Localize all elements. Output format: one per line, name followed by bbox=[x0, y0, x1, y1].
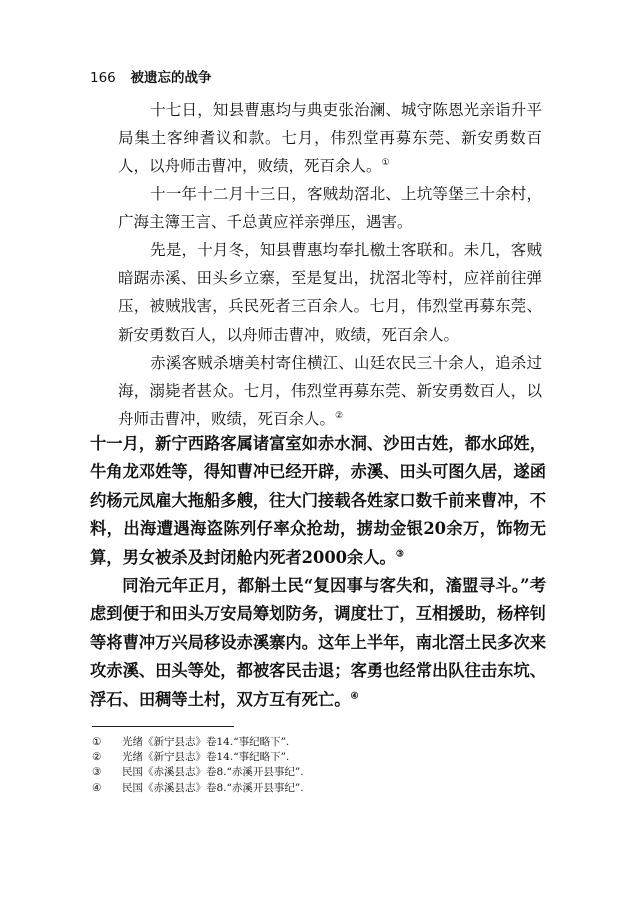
quote-paragraph bbox=[118, 180, 542, 236]
footnote-text: 光绪《新宁县志》卷14.“事纪略下”. bbox=[122, 751, 290, 764]
footnote bbox=[92, 781, 512, 796]
quote-paragraph bbox=[118, 236, 542, 349]
footnote-ref: ② bbox=[335, 411, 344, 422]
page-number: 166 bbox=[90, 70, 116, 86]
quote-paragraph bbox=[118, 96, 542, 181]
footnotes bbox=[92, 735, 512, 796]
quote-text: 赤溪客贼杀塘美村寄住横江、山廷农民三十余人，追杀过海，溺毙者甚众。七月，伟烈堂再募东莞、新安勇数百人，以舟师击曹冲，败绩，死百余人。 bbox=[118, 354, 542, 429]
quote-text: 十一年十二月十三日，客贼劫滘北、上坑等堡三十余村，广海主簿王言、千总黄应祥亲弹压，遇害。 bbox=[118, 185, 542, 232]
footnote bbox=[92, 765, 512, 780]
footnote-text: 民国《赤溪县志》卷8.“赤溪开县事纪”. bbox=[122, 781, 304, 794]
footnote-marker: ② bbox=[92, 751, 102, 764]
footnote-marker: ① bbox=[92, 736, 102, 748]
footnote-text: 光绪《新宁县志》卷14.“事纪略下”. bbox=[122, 736, 290, 748]
footnote-marker: ④ bbox=[92, 781, 102, 794]
body-paragraph bbox=[90, 430, 546, 572]
quote-text: 先是，十月冬，知县曹惠均奉扎檄土客联和。未几，客贼暗踞赤溪、田头乡立寨，至是复出，扰滘北等村，应祥前往弹压，被贼戕害，兵民死者三百余人。七月，伟烈堂再募东莞、新安勇数百人，以舟师击曹冲，败绩，死百余人。 bbox=[118, 241, 542, 344]
footnote-ref: ④ bbox=[350, 691, 359, 702]
body-text: 同治元年正月，都斛土民“复因事与客失和，滀盟寻斗。”考虑到便于和田头万安局筹划防务，调度壮丁，互相援助，杨梓钊等将曹冲万兴局移设赤溪寨内。这年上半年，南北滘土民多次来攻赤溪、田头等处，都被客民击退；客勇也经常出队往击东坑、浮石、田稠等土村，双方互有死亡。 bbox=[90, 576, 546, 709]
footnote bbox=[92, 750, 512, 765]
footnote-divider bbox=[92, 726, 234, 727]
body-text: 十一月，新宁西路客属诸富室如赤水洞、沙田古姓，都水邱姓，牛角龙邓姓等，得知曹冲已经开辟，赤溪、田头可图久居，遂函约杨元凤雇大拖船多艘，往大门接载各姓家口数千前来曹冲，不料，出海遭遇海盗陈列仔率众抢劫，掳劫金银20余万，饰物无算，男女被杀及封闭舱内死者2000余人。 bbox=[90, 434, 546, 567]
book-title: 被遗忘的战争 bbox=[130, 70, 212, 86]
footnote-ref: ① bbox=[381, 158, 390, 169]
quote-text: 十七日，知县曹惠均与典吏张治澜、城守陈恩光亲诣升平局集土客绅耆议和款。七月，伟烈堂再募东莞、新安勇数百人，以舟师击曹冲，败绩，死百余人。 bbox=[118, 101, 542, 176]
footnote-text: 民国《赤溪县志》卷8.“赤溪开县事纪”. bbox=[122, 766, 304, 779]
footnote-ref: ③ bbox=[395, 549, 404, 560]
quote-paragraph bbox=[118, 349, 542, 434]
body-paragraph bbox=[90, 572, 546, 714]
footnote bbox=[92, 735, 512, 750]
running-header bbox=[90, 66, 211, 86]
footnote-marker: ③ bbox=[92, 766, 102, 779]
